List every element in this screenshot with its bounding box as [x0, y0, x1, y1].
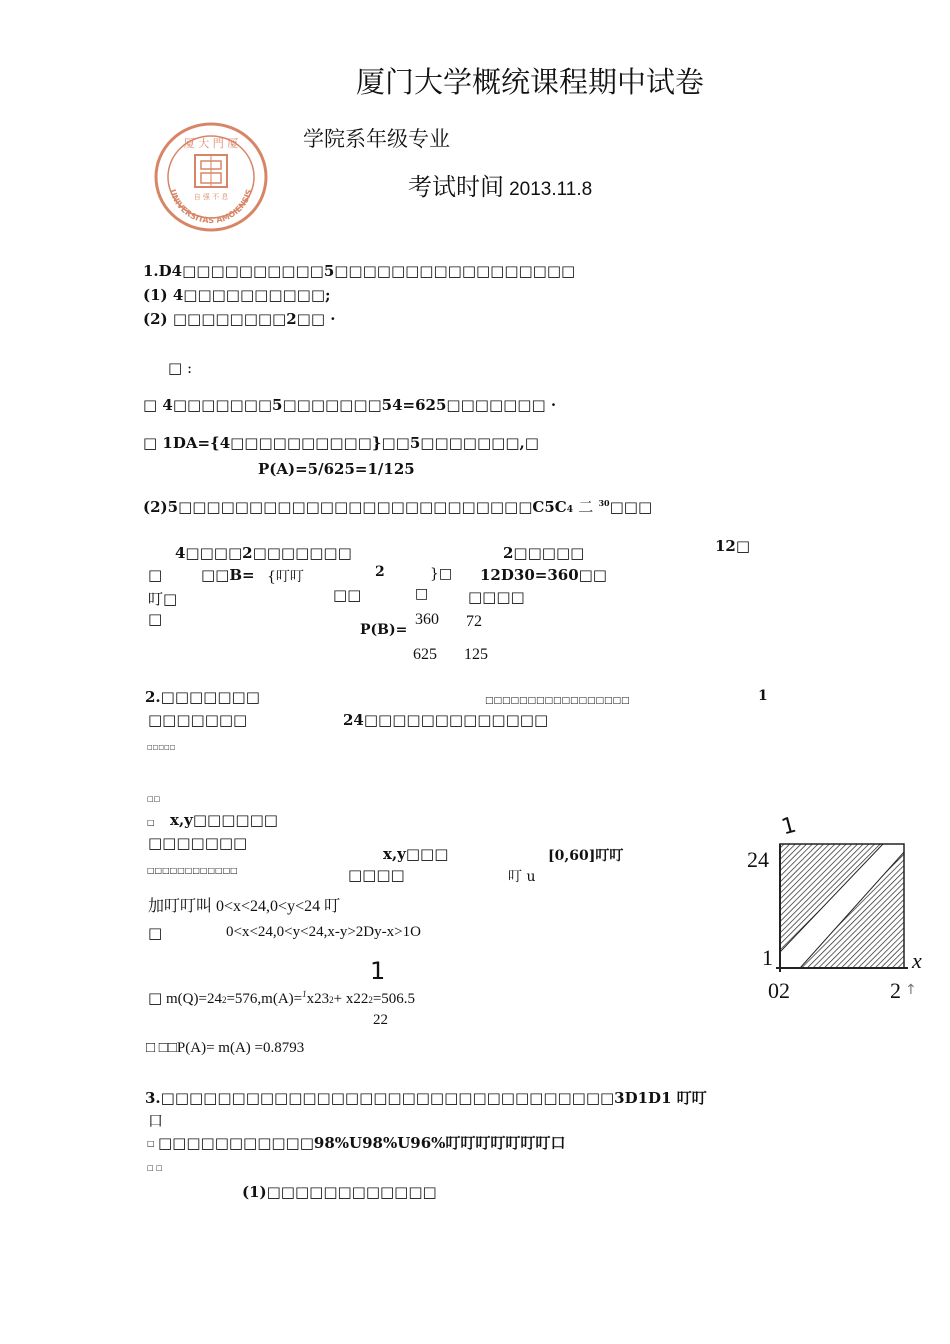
q1-box: □ [148, 566, 163, 584]
q1-denominator-a: 625 [413, 646, 437, 663]
q1-solution-line1: □ 4□□□□□□□5□□□□□□□54=625□□□□□□□ · [143, 396, 557, 414]
exam-time-value: 2013.11.8 [509, 179, 593, 200]
q1-two: 2 [375, 564, 385, 580]
q2-line3: □□□□□□□ [148, 834, 248, 852]
q2-condition2-box: □ [148, 924, 163, 942]
q1-box-b: □ [415, 586, 429, 602]
q3-line2: □□□□□□□□□□□98%U98%U96%叮叮叮叮叮叮叮口 [158, 1134, 566, 1152]
fig-label-02: 02 [768, 978, 790, 1003]
q1-pb-label: P(B)= [360, 622, 408, 638]
q2-tiny2: □□ [147, 795, 161, 803]
q2-x23-sub: 2 [329, 995, 334, 1005]
q3-line1: 3.□□□□□□□□□□□□□□□□□□□□□□□□□□□□□□□□3D1D1 叮叮 [145, 1089, 707, 1107]
q2-denominator: 22 [373, 1012, 388, 1028]
q2-condition2: 0<x<24,0<y<24,x-y>2Dy-x>1O [226, 924, 421, 940]
fig-label-2: 2 [890, 978, 901, 1003]
q3-line2-box: □ [147, 1139, 155, 1148]
seal-text: UNIVERSITAS AMOIENSIS [167, 188, 254, 226]
q1-count-a: 4□□□□2□□□□□□□ [175, 544, 352, 562]
q1-line: 1.D4□□□□□□□□□□5□□□□□□□□□□□□□□□□□ [143, 262, 576, 280]
q1-sub: 4 [566, 505, 573, 515]
q1-solution-label: □ : [168, 359, 192, 377]
university-seal [153, 121, 269, 233]
q2-measure-box: □ [148, 989, 163, 1007]
q3-tiny: □ □ [147, 1164, 163, 1172]
q2-line2a: □□□□□□□ [148, 711, 248, 729]
q2-range: [0,60]叮叮 [548, 848, 624, 864]
college-line: 学院系年级专业 [303, 127, 450, 151]
q2-figure [742, 812, 942, 1012]
q2-tiny1: □□□□□ [147, 744, 176, 751]
q2-x22: + x22 [333, 991, 369, 1007]
q1-count-b: 2□□□□□ [503, 544, 585, 562]
q1-solution-line2: □ 1DA={4□□□□□□□□□□}□□5□□□□□□□,□ [143, 434, 539, 452]
q2-mq: m(Q)=24 [166, 991, 222, 1007]
q1-boxes-c: □□□□ [468, 588, 525, 606]
q1-brace-open: {叮叮 [267, 569, 304, 585]
q3-sub1: (1)□□□□□□□□□□□□ [242, 1183, 437, 1201]
q2-xy2: x,y□□□ [383, 845, 449, 863]
q2-title: 2.□□□□□□□ [145, 688, 260, 706]
q2-ma: =576,m(A) [226, 991, 294, 1007]
q2-xy-box: □ [147, 818, 155, 827]
page-title: 厦门大学概统课程期中试卷 [356, 65, 705, 99]
q1-brace-close: }□ [430, 566, 453, 582]
svg-text:自 强 不 息: 自 强 不 息 [193, 193, 229, 201]
q1-numerator-a: 360 [415, 611, 439, 628]
fig-label-top: 1 [779, 812, 799, 841]
exam-time-label: 考试时间 [408, 173, 504, 201]
fig-label-24: 24 [747, 847, 769, 872]
q1-probability-a: P(A)=5/625=1/125 [258, 460, 415, 478]
q2-tiny3: □□□□□□□□□□□□ [147, 866, 238, 875]
q2-ding-u: 叮 u [508, 869, 536, 885]
svg-text:厦 大 門 厦: 厦 大 門 厦 [183, 137, 239, 150]
q1-event-b: □□B= [201, 566, 255, 584]
fig-label-x: x [912, 948, 922, 973]
q1-part2-text: (2)5□□□□□□□□□□□□□□□□□□□□□□□□□C5C [143, 498, 567, 516]
q2-eq: = [293, 991, 303, 1007]
q1-part2: (2) □□□□□□□□2□□ · [143, 310, 336, 328]
q2-one: 1 [758, 688, 768, 704]
q2-mq-sub: 2 [221, 995, 227, 1005]
q3-line1b: 口 [148, 1112, 164, 1130]
q2-sup: 1 [302, 989, 307, 999]
q2-result-area: =506.5 [372, 991, 416, 1007]
q1-eq: 二 [578, 498, 594, 516]
q1-numerator-b: 72 [466, 613, 482, 630]
q2-small-text: □□□□□□□□□□□□□□□□□ [485, 696, 630, 706]
q1-box-c: □ [148, 610, 163, 628]
fig-label-1: 1 [762, 945, 773, 970]
q2-big-one: 1 [370, 957, 386, 985]
q2-x23: x23 [306, 991, 330, 1007]
q2-measure [166, 989, 415, 1008]
q1-part2-solution [143, 496, 652, 517]
q2-xy-line: x,y□□□□□□ [170, 811, 278, 829]
q1-count-c: 12□ [715, 537, 751, 555]
q1-part1: (1) 4□□□□□□□□□□; [143, 286, 331, 304]
q1-sup: 30 [598, 498, 610, 508]
q2-line2b: 24□□□□□□□□□□□□□ [343, 711, 549, 729]
q1-end: □□□ [609, 498, 653, 516]
q2-condition1: 加叮叮叫 0<x<24,0<y<24 叮 [148, 898, 341, 915]
q1-product: 12D30=360□□ [480, 566, 607, 584]
q1-denominator-b: 125 [464, 646, 488, 663]
q2-x22-sub: 2 [368, 995, 373, 1005]
q2-line4: □□□□ [348, 866, 405, 884]
q2-probability: □ □□P(A)= m(A) =0.8793 [146, 1040, 305, 1056]
q1-ding: 叮□ [148, 590, 178, 608]
fig-arrow-icon: ↑ [905, 982, 917, 998]
exam-time [408, 167, 592, 202]
q1-boxes-a: □□ [333, 586, 362, 604]
